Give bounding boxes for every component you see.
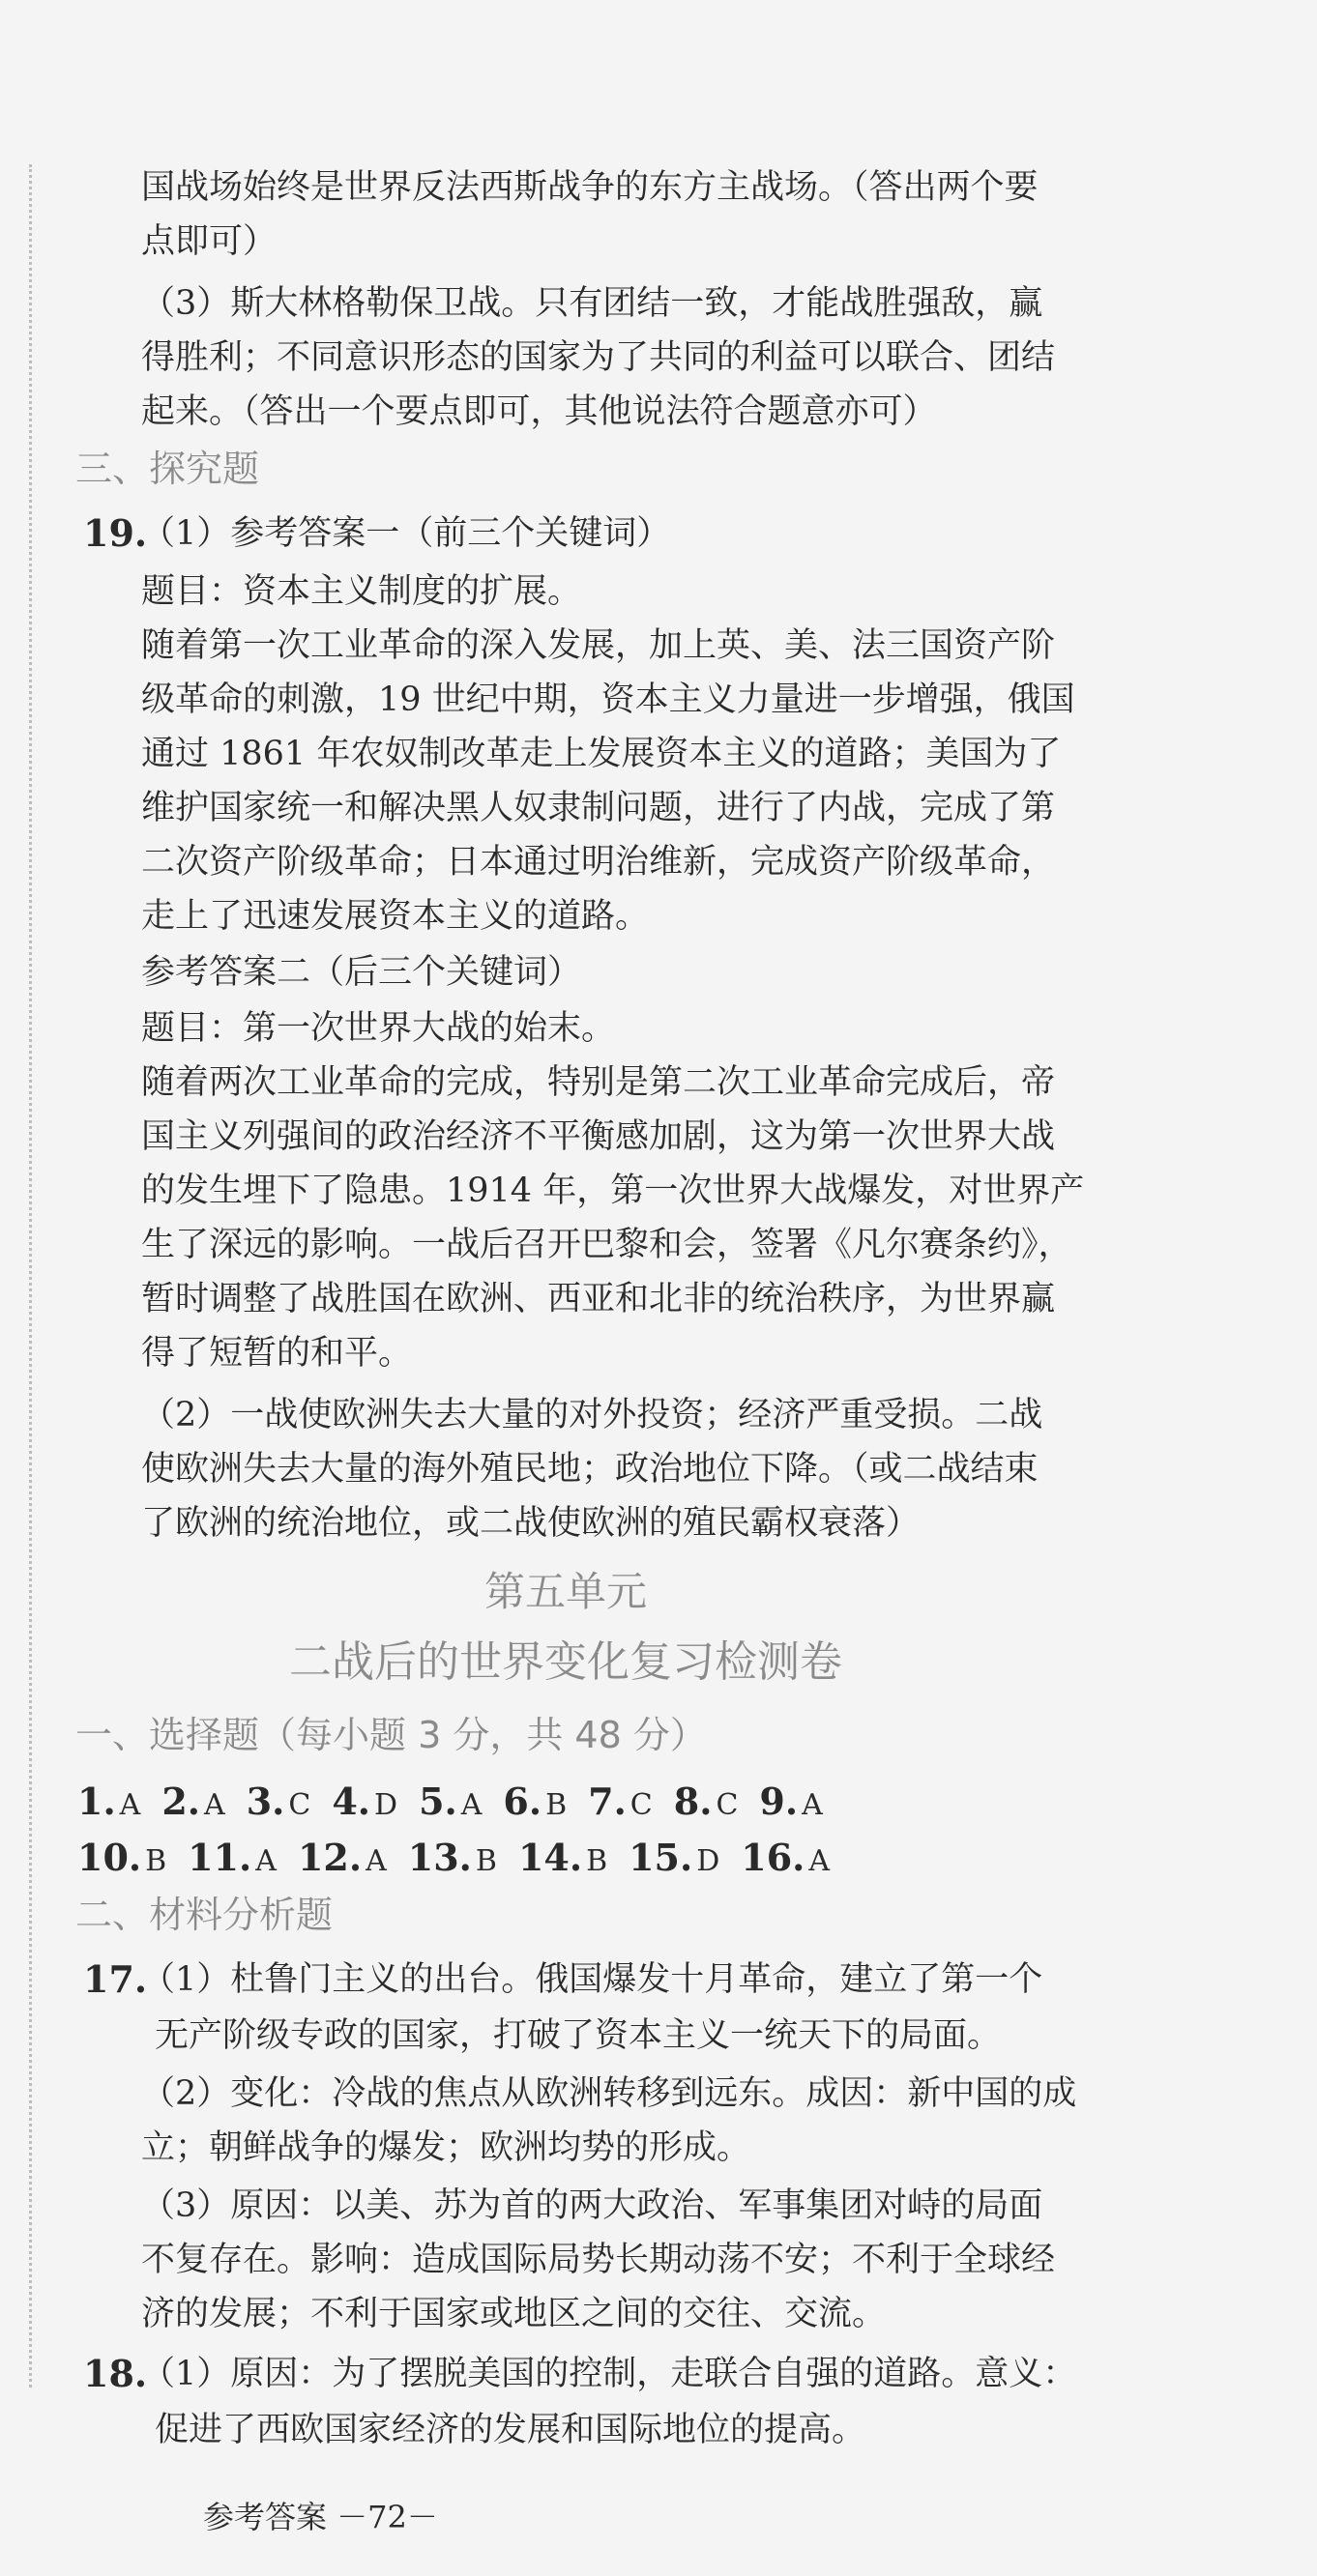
answer-item — [588, 1779, 653, 1829]
answer-number: 7. — [588, 1780, 627, 1823]
answer-number: 9. — [759, 1780, 799, 1823]
answer-item — [759, 1779, 822, 1829]
section-heading-choice: 一、选择题（每小题 3 分，共 48 分） — [75, 1714, 707, 1756]
text-line: 使欧洲失去大量的海外殖民地；政治地位下降。（或二战结束 — [141, 1450, 1039, 1489]
answer-number: 15. — [629, 1836, 693, 1879]
text-line: 了欧洲的统治地位，或二战使欧洲的殖民霸权衰落） — [141, 1504, 921, 1543]
answer-choice: B — [586, 1844, 608, 1878]
answer-choice: A — [366, 1844, 387, 1878]
answer-number: 10. — [77, 1836, 142, 1879]
text-line: 国战场始终是世界反法西斯战争的东方主战场。（答出两个要 — [141, 168, 1039, 207]
answer-choice: A — [119, 1788, 141, 1822]
answer-choice: A — [808, 1844, 831, 1878]
answer-number: 3. — [246, 1780, 285, 1823]
answer-row-2 — [77, 1835, 851, 1885]
answer-choice: B — [475, 1844, 497, 1878]
answer-number: 2. — [161, 1780, 201, 1823]
answer-item — [674, 1779, 739, 1829]
answer-item — [332, 1779, 397, 1829]
text-line: 得了短暂的和平。 — [141, 1334, 413, 1373]
text-line: 参考答案二（后三个关键词） — [141, 953, 582, 992]
text-line: 维护国家统一和解决黑人奴隶制问题，进行了内战，完成了第 — [141, 789, 1056, 827]
answer-choice: D — [696, 1844, 720, 1878]
answer-item — [503, 1779, 567, 1829]
answer-item — [741, 1835, 830, 1885]
text-line: （2）一战使欧洲失去大量的对外投资；经济严重受损。二战 — [141, 1396, 1043, 1434]
answer-choice: C — [716, 1788, 739, 1822]
text-line: 立；朝鲜战争的爆发；欧洲均势的形成。 — [141, 2128, 751, 2167]
answer-number: 11. — [188, 1836, 252, 1879]
text-line: 通过 1861 年农奴制改革走上发展资本主义的道路；美国为了 — [141, 735, 1062, 773]
answer-item — [77, 1779, 140, 1829]
text-line: （1）参考答案一（前三个关键词） — [141, 514, 671, 553]
text-line: 起来。（答出一个要点即可，其他说法符合题意亦可） — [141, 392, 937, 431]
text-line: 济的发展；不利于国家或地区之间的交往、交流。 — [141, 2295, 887, 2333]
text-line: 暂时调整了战胜国在欧洲、西亚和北非的统治秩序，为世界赢 — [141, 1280, 1056, 1318]
unit-title: 第五单元 — [483, 1568, 647, 1615]
text-line: 级革命的刺激，19 世纪中期，资本主义力量进一步增强，俄国 — [141, 680, 1075, 719]
text-line: 无产阶级专政的国家，打破了资本主义一统天下的局面。 — [155, 2016, 1002, 2055]
answer-number: 14. — [517, 1836, 583, 1879]
text-line: 题目：资本主义制度的扩展。 — [141, 572, 582, 611]
text-line: 不复存在。影响：造成国际局势长期动荡不安；不利于全球经 — [141, 2241, 1056, 2279]
answer-row-1 — [77, 1779, 844, 1829]
text-line: 随着第一次工业革命的深入发展，加上英、美、法三国资产阶 — [141, 626, 1056, 665]
section-heading-inquiry: 三、探究题 — [75, 448, 260, 490]
question-number: 18. — [83, 2352, 148, 2395]
answer-number: 8. — [673, 1780, 713, 1823]
answer-choice: B — [145, 1844, 167, 1878]
answer-choice: A — [255, 1844, 277, 1878]
answer-item — [518, 1835, 607, 1885]
text-line: （1）杜鲁门主义的出台。俄国爆发十月革命，建立了第一个 — [141, 1960, 1043, 1999]
text-line: 得胜利；不同意识形态的国家为了共同的利益可以联合、团结 — [141, 338, 1056, 377]
answer-number: 1. — [77, 1780, 116, 1823]
answer-number: 6. — [503, 1780, 542, 1823]
text-line: 国主义列强间的政治经济不平衡感加剧，这为第一次世界大战 — [141, 1117, 1056, 1156]
answer-choice: A — [802, 1788, 823, 1822]
text-line: （3）原因：以美、苏为首的两大政治、军事集团对峙的局面 — [141, 2186, 1043, 2225]
answer-item — [408, 1835, 497, 1885]
answer-item — [77, 1835, 166, 1885]
answer-choice: A — [460, 1788, 483, 1822]
text-line: 的发生埋下了隐患。1914 年，第一次世界大战爆发，对世界产 — [141, 1172, 1085, 1210]
answer-item — [419, 1779, 482, 1829]
answer-number: 5. — [419, 1780, 457, 1823]
text-line: 随着两次工业革命的完成，特别是第二次工业革命完成后，帝 — [141, 1063, 1056, 1102]
text-line: （1）原因：为了摆脱美国的控制，走联合自强的道路。意义： — [141, 2355, 1077, 2393]
answer-choice: A — [204, 1788, 225, 1822]
answer-item — [629, 1835, 719, 1885]
answer-item — [298, 1835, 387, 1885]
text-line: （3）斯大林格勒保卫战。只有团结一致，才能战胜强敌，赢 — [141, 284, 1043, 323]
text-line: 促进了西欧国家经济的发展和国际地位的提高。 — [155, 2411, 866, 2449]
binding-margin-rule — [29, 164, 32, 2388]
answer-item — [247, 1779, 311, 1829]
page-footer: 参考答案 －72－ — [203, 2499, 438, 2535]
unit-subtitle: 二战后的世界变化复习检测卷 — [289, 1637, 842, 1687]
text-line: 题目：第一次世界大战的始末。 — [141, 1009, 616, 1048]
answer-choice: B — [545, 1788, 568, 1822]
answer-choice: C — [629, 1788, 653, 1822]
text-line: 二次资产阶级革命；日本通过明治维新，完成资产阶级革命， — [141, 843, 1056, 882]
answer-number: 4. — [332, 1780, 370, 1823]
answer-number: 13. — [407, 1836, 472, 1879]
answer-choice: D — [374, 1788, 398, 1822]
section-heading-material: 二、材料分析题 — [75, 1894, 334, 1936]
answer-item — [161, 1779, 224, 1829]
question-number: 17. — [83, 1957, 148, 2001]
text-line: （2）变化：冷战的焦点从欧洲转移到远东。成因：新中国的成 — [141, 2074, 1077, 2113]
answer-number: 16. — [741, 1836, 805, 1879]
question-number: 19. — [83, 511, 148, 555]
answer-item — [188, 1835, 277, 1885]
text-line: 生了深远的影响。一战后召开巴黎和会，签署《凡尔赛条约》， — [141, 1226, 1072, 1264]
text-line: 走上了迅速发展资本主义的道路。 — [141, 897, 650, 936]
text-line: 点即可） — [141, 222, 278, 261]
answer-number: 12. — [297, 1836, 363, 1879]
answer-choice: C — [288, 1788, 311, 1822]
